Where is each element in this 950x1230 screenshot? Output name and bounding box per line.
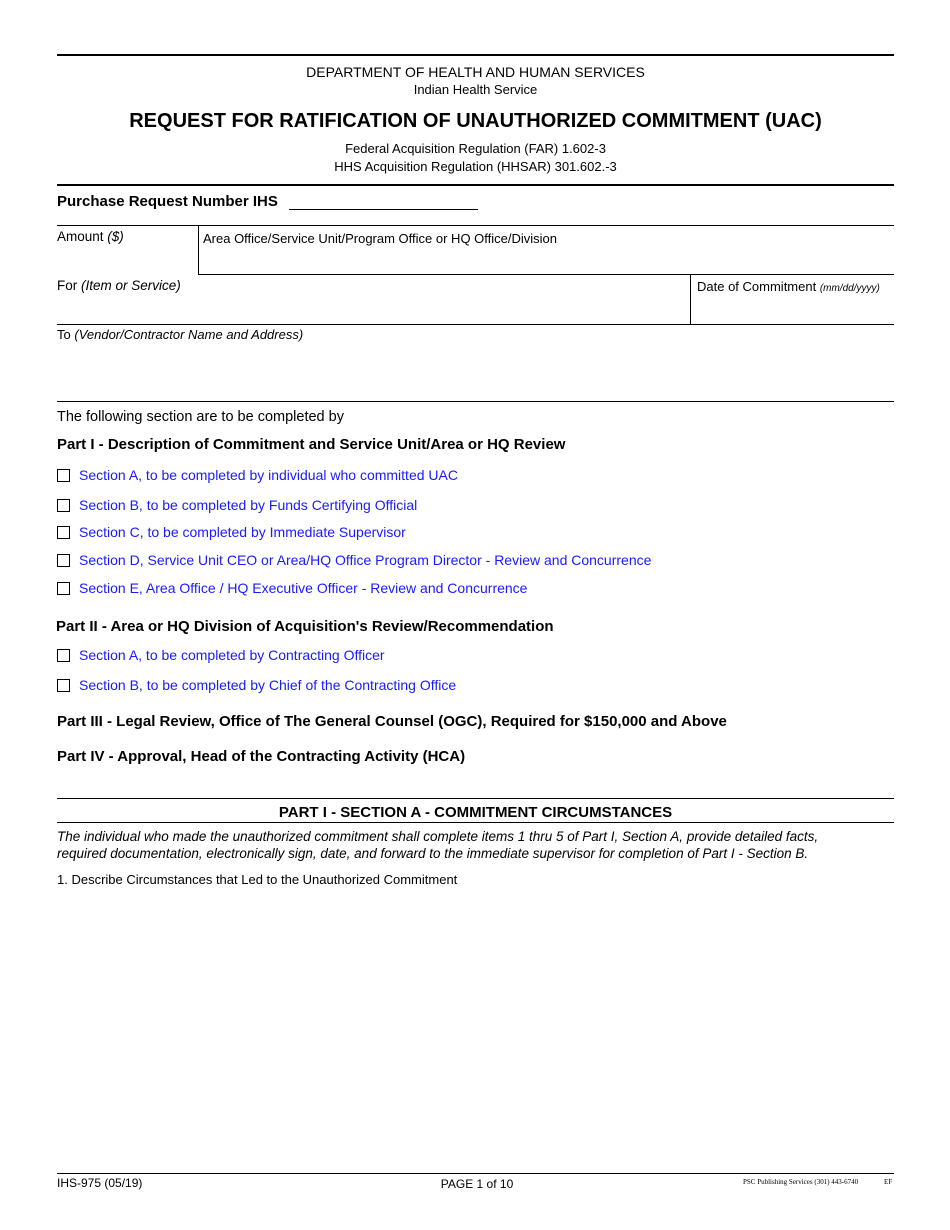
part1-section-c-link[interactable]: Section C, to be completed by Immediate Supervisor [79, 524, 406, 540]
item-1-textarea[interactable] [57, 892, 894, 1162]
date-input[interactable] [691, 296, 893, 324]
date-field-label: Date of Commitment (mm/dd/yyyy) [697, 279, 880, 294]
part1-section-b-link[interactable]: Section B, to be completed by Funds Certifying Official [79, 497, 418, 513]
part2-section-b-link[interactable]: Section B, to be completed by Chief of the Contracting Office [79, 677, 457, 693]
for-input[interactable] [57, 295, 689, 324]
header-rule [57, 184, 894, 186]
part1-section-c-checkbox[interactable] [57, 526, 70, 539]
area-office-label: Area Office/Service Unit/Program Office or HQ Office/Division [203, 231, 558, 246]
part1-section-c-row [57, 523, 406, 541]
part1-section-b-checkbox[interactable] [57, 499, 70, 512]
top-rule [57, 54, 894, 56]
row-rule-4 [57, 401, 894, 402]
for-field-label: For (Item or Service) [57, 278, 181, 293]
item-1-label: 1. Describe Circumstances that Led to the Unauthorized Commitment [57, 872, 458, 887]
area-office-input[interactable] [199, 246, 893, 274]
footer-rule [57, 1173, 894, 1174]
part1-section-e-checkbox[interactable] [57, 582, 70, 595]
section-a-instructions-1: The individual who made the unauthorized commitment shall complete items 1 thru 5 of Part I, Section A, provide detailed facts, [57, 829, 819, 844]
part1-section-e-row [57, 579, 527, 597]
part2-section-b-checkbox[interactable] [57, 679, 70, 692]
agency-name: Indian Health Service [413, 82, 538, 97]
part1-section-d-checkbox[interactable] [57, 554, 70, 567]
part3-title: Part III - Legal Review, Office of The General Counsel (OGC), Required for $150,000 and Above [57, 713, 727, 730]
part1-section-a-row [57, 466, 458, 484]
part1-title: Part I - Description of Commitment and Service Unit/Area or HQ Review [57, 436, 566, 453]
amount-field-label: Amount ($) [57, 229, 124, 244]
section-a-heading: PART I - SECTION A - COMMITMENT CIRCUMSTANCES [278, 804, 673, 821]
regulation-hhsar: HHS Acquisition Regulation (HHSAR) 301.602.-3 [334, 159, 617, 174]
page-title: REQUEST FOR RATIFICATION OF UNAUTHORIZED COMMITMENT (UAC) [129, 110, 822, 132]
sections-intro: The following section are to be completed by [57, 409, 344, 425]
part2-title: Part II - Area or HQ Division of Acquisition's Review/Recommendation [56, 618, 554, 635]
part1-section-d-link[interactable]: Section D, Service Unit CEO or Area/HQ Office Program Director - Review and Concurrence [79, 552, 652, 568]
form-number: IHS-975 (05/19) [57, 1176, 143, 1190]
part1-section-a-link[interactable]: Section A, to be completed by individual who committed UAC [79, 467, 458, 483]
publisher-credit: PSC Publishing Services (301) 443-6740 [743, 1178, 859, 1186]
section-a-bottom-rule [57, 822, 894, 823]
purchase-request-label: Purchase Request Number IHS [57, 193, 278, 210]
to-field-label: To (Vendor/Contractor Name and Address) [57, 327, 304, 342]
department-name: DEPARTMENT OF HEALTH AND HUMAN SERVICES [306, 64, 645, 80]
page-number: PAGE 1 of 10 [440, 1177, 514, 1191]
ef-mark: EF [884, 1178, 893, 1186]
part2-section-b-row [57, 676, 456, 694]
section-a-instructions-2: required documentation, electronically sign, date, and forward to the immediate supervisor for completion of Part I - Section B. [57, 846, 809, 861]
part2-section-a-link[interactable]: Section A, to be completed by Contracting Officer [79, 647, 385, 663]
part1-section-b-row [57, 496, 417, 514]
part1-section-a-checkbox[interactable] [57, 469, 70, 482]
purchase-request-input[interactable] [289, 193, 478, 210]
section-a-top-rule [57, 798, 894, 799]
part4-title: Part IV - Approval, Head of the Contracting Activity (HCA) [57, 748, 466, 765]
to-input[interactable] [57, 345, 894, 400]
part1-section-e-link[interactable]: Section E, Area Office / HQ Executive Officer - Review and Concurrence [79, 580, 528, 596]
part1-section-d-row [57, 551, 651, 569]
amount-input[interactable] [57, 226, 198, 274]
regulation-far: Federal Acquisition Regulation (FAR) 1.602-3 [345, 141, 606, 156]
part2-section-a-row [57, 646, 385, 664]
row-rule-2 [198, 274, 894, 275]
row-rule-3 [57, 324, 894, 325]
part2-section-a-checkbox[interactable] [57, 649, 70, 662]
